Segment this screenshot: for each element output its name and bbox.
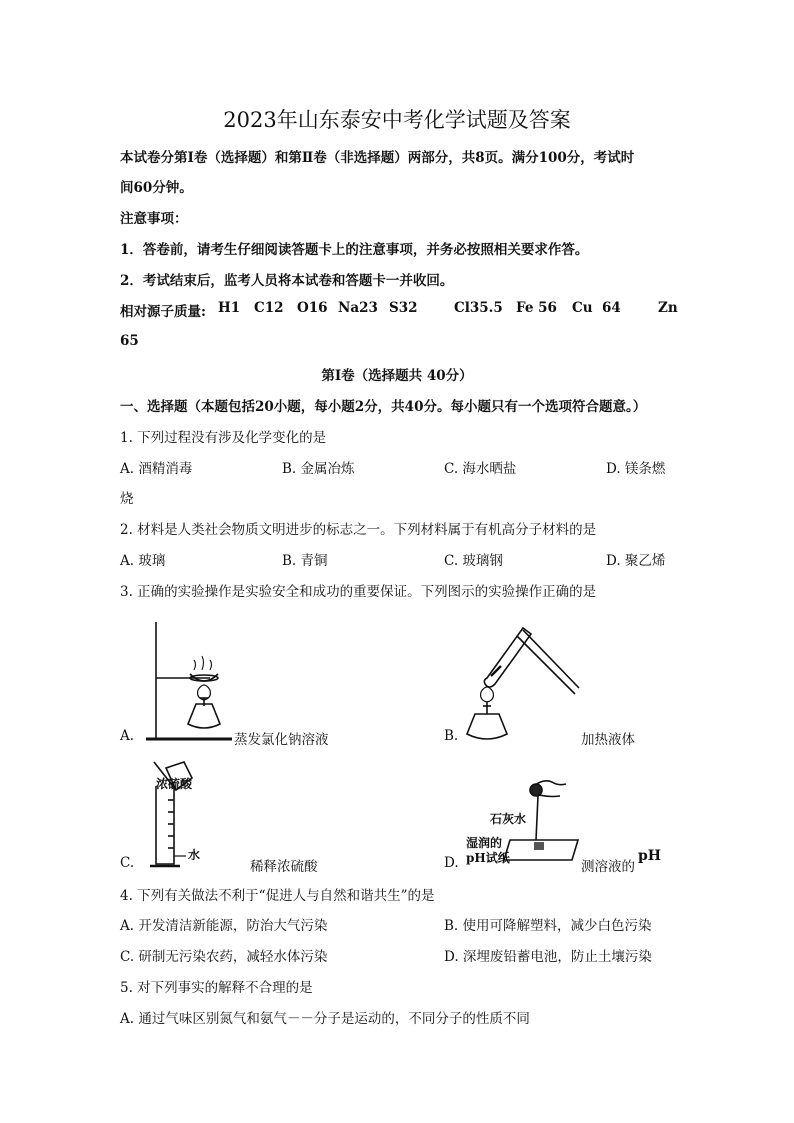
- q1-stem: 1. 下列过程没有涉及化学变化的是: [120, 430, 327, 446]
- atomic-mass-fe: Fe 56: [516, 300, 557, 316]
- notes-item-1: 1．答卷前，请考生仔细阅读答题卡上的注意事项，并务必按照相关要求作答。: [120, 242, 589, 258]
- q3-option-d-caption: 测溶液的: [581, 859, 635, 875]
- atomic-mass-na: Na23: [338, 300, 378, 316]
- q3-d-label-lime: 石灰水: [490, 812, 527, 826]
- q1-option-d: D. 镁条燃: [606, 461, 666, 477]
- notes-item-2: 2．考试结束后，监考人员将本试卷和答题卡一并收回。: [120, 273, 454, 289]
- q4-option-b: B. 使用可降解塑料，减少白色污染: [444, 918, 652, 934]
- atomic-mass-h: H1: [218, 300, 241, 316]
- q1-option-c: C. 海水晒盐: [444, 461, 517, 477]
- q4-option-d: D. 深埋废铅蓄电池，防止土壤污染: [444, 949, 652, 965]
- q3-d-label-paper-1: 湿润的: [466, 836, 503, 850]
- q1-option-b: B. 金属冶炼: [282, 461, 355, 477]
- q1-option-a: A. 酒精消毒: [120, 461, 193, 477]
- notes-heading: 注意事项：: [120, 211, 188, 227]
- atomic-mass-s: S32: [389, 300, 418, 316]
- q4-option-a: A. 开发清洁新能源，防治大气污染: [120, 918, 328, 934]
- q3-option-d-letter: D.: [444, 855, 459, 871]
- q4-stem: 4. 下列有关做法不利于“促进人与自然和谐共生”的是: [120, 888, 435, 904]
- intro-line-1: 本试卷分第Ⅰ卷（选择题）和第Ⅱ卷（非选择题）两部分，共8页。满分100分，考试时: [120, 150, 635, 166]
- q2-option-d: D. 聚乙烯: [606, 553, 666, 569]
- q5-stem: 5. 对下列事实的解释不合理的是: [120, 980, 313, 996]
- q3-option-d-caption-ph: pH: [638, 848, 662, 864]
- evaporation-figure: [140, 618, 240, 746]
- q3-option-c-caption: 稀释浓硫酸: [250, 859, 318, 875]
- page-title: 2023年山东泰安中考化学试题及答案: [223, 108, 571, 132]
- q3-option-b-letter: B.: [444, 728, 459, 744]
- atomic-mass-zn: Zn: [658, 300, 678, 316]
- q2-option-a: A. 玻璃: [120, 553, 166, 569]
- atomic-mass-cl: Cl35.5: [454, 300, 503, 316]
- section-instruction: 一、选择题（本题包括20小题，每小题2分，共40分。每小题只有一个选项符合题意。）: [120, 399, 647, 415]
- q3-c-label-acid: 浓硫酸: [156, 777, 193, 791]
- atomic-mass-label: 相对源子质量:: [120, 304, 206, 320]
- heating-liquid-figure: [465, 622, 585, 744]
- q2-option-b: B. 青铜: [282, 553, 328, 569]
- q2-stem: 2. 材料是人类社会物质文明进步的标志之一。下列材料属于有机高分子材料的是: [120, 522, 597, 538]
- q3-d-label-paper-2: pH试纸: [466, 851, 510, 865]
- q3-option-a-caption: 蒸发氯化钠溶液: [234, 732, 329, 748]
- intro-line-2: 间60分钟。: [120, 180, 193, 196]
- atomic-mass-cu: Cu 64: [572, 300, 621, 316]
- atomic-mass-o: O16: [297, 300, 328, 316]
- q3-stem: 3. 正确的实验操作是实验安全和成功的重要保证。下列图示的实验操作正确的是: [120, 584, 597, 600]
- q3-option-c-letter: C.: [120, 855, 135, 871]
- atomic-mass-zn-value: 65: [120, 333, 139, 349]
- q4-option-c: C. 研制无污染农药，减轻水体污染: [120, 949, 328, 965]
- q2-option-c: C. 玻璃钢: [444, 553, 503, 569]
- q5-option-a: A. 通过气味区别氮气和氨气－－分子是运动的，不同分子的性质不同: [120, 1011, 530, 1027]
- q3-c-label-water: 水: [188, 848, 201, 862]
- q3-option-a-letter: A.: [120, 728, 135, 744]
- q3-option-b-caption: 加热液体: [581, 732, 635, 748]
- q1-option-d-wrap: 烧: [120, 491, 134, 507]
- atomic-mass-c: C12: [254, 300, 284, 316]
- section-heading: 第Ⅰ卷（选择题共 40分）: [321, 368, 473, 384]
